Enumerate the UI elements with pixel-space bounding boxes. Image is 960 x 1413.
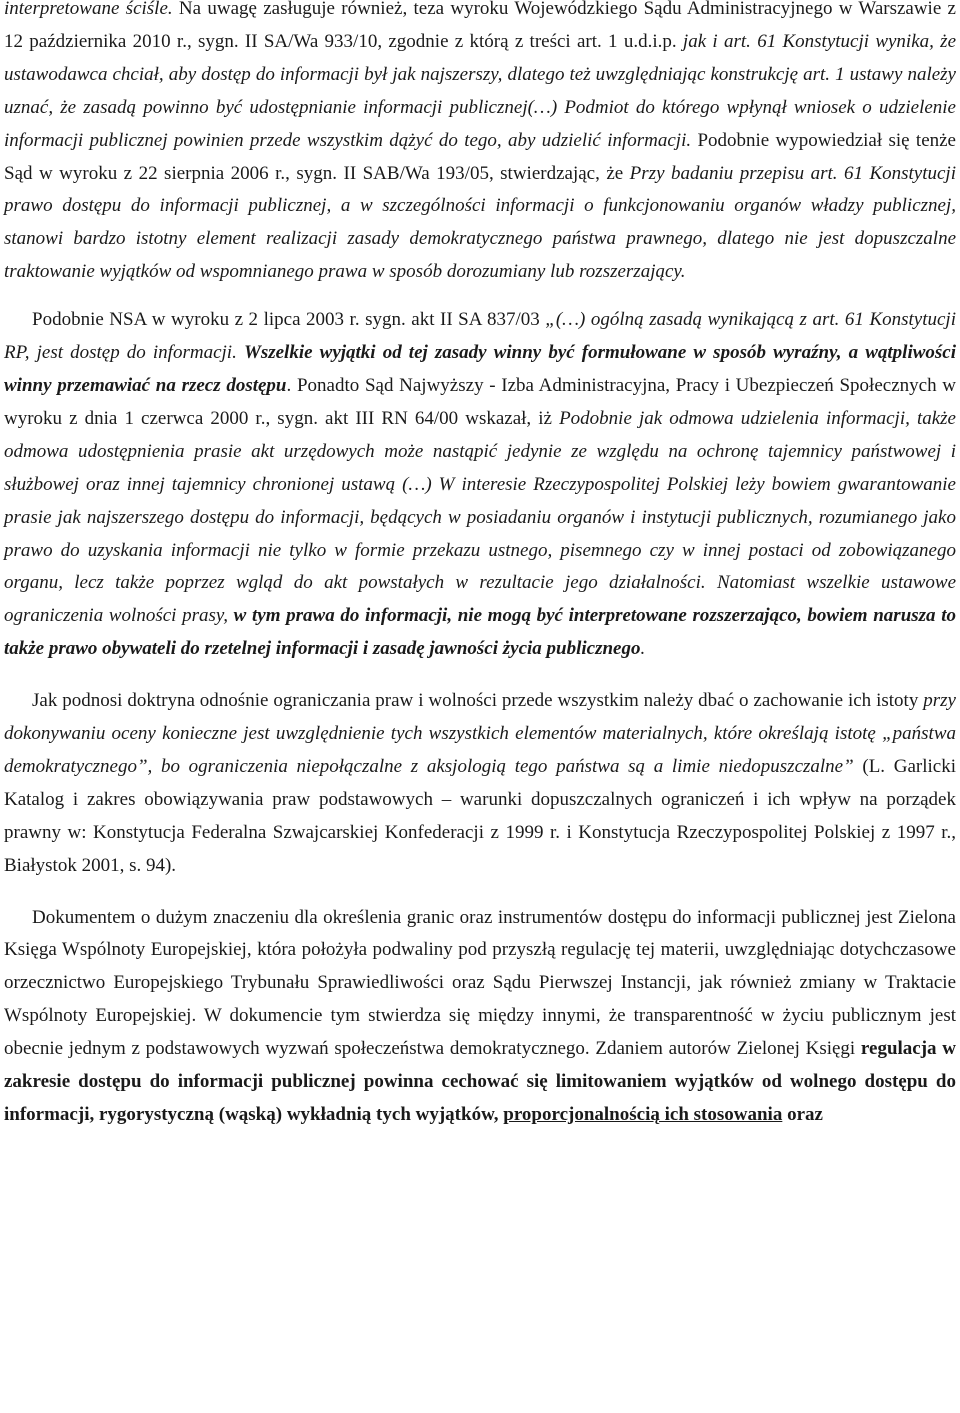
text-run: regulacja w zakresie dostępu do informacji publicznej powinna cechować się limitowaniem wyjątków od wolnego dostępu do informacji, rygorystyczną (wąską) wykładnią tych wyjątków, (4, 1038, 956, 1125)
text-run: Podobnie wypowiedział się tenże Sąd w wyroku z 22 sierpnia 2006 r., sygn. II SAB/Wa 193/05, stwierdzając, że (4, 129, 956, 184)
text-run: Podobnie jak odmowa udzielenia informacji, także odmowa udostępnienia prasie akt urzędowych może nastąpić jedynie ze względu na ochronę tajemnicy państwowej i służbowej oraz innej tajemnicy chronionej ustawą (…) W interesie Rzeczypospolitej Polskiej leży bowiem gwarantowanie prasie jak najszerszego dostępu do informacji, będących w posiadaniu organów i instytucji publicznych, rozumianego jako prawo do uzyskania informacji nie tylko w formie przekazu ustnego, pisemnego czy w innej postaci od zobowiązanego organu, lecz także poprzez wgląd do akt powstałych w rezultacie jego działalności. Natomiast wszelkie ustawowe ograniczenia wolności prasy, (4, 407, 956, 627)
text-run: Przy badaniu przepisu art. 61 Konstytucji prawo dostępu do informacji publicznej, a w szczególności informacji o funkcjonowaniu organów władzy publicznej, stanowi bardzo istotny element realizacji zasady demokratycznego państwa prawnego, dlatego nie jest dopuszczalne traktowanie wyjątków od wspomnianego prawa w sposób dorozumiany lub rozszerzający. (4, 162, 956, 283)
text-run: Ponadto Sąd Najwyższy - Izba Administracyjna, Pracy i Ubezpieczeń Społecznych w wyroku z dnia 1 czerwca 2000 r., sygn. akt III RN 64/00 wskazał, iż (4, 374, 956, 429)
text-run: interpretowane ściśle. (4, 0, 173, 19)
paragraph-1 (4, 0, 956, 289)
text-run: Podobnie NSA w wyroku z 2 lipca 2003 r. sygn. akt II SA 837/03 (32, 309, 546, 331)
text-run: jak i art. 61 Konstytucji wynika, że ustawodawca chciał, aby dostęp do informacji był jak najszerszy, dlatego też uwzględniając konstrukcję art. 1 ustawy należy uznać, że zasadą powinno być udostępnianie informacji publicznej(…) Podmiot do którego wpłynął wniosek o udzielenie informacji publicznej powinien przede wszystkim dążyć do tego, aby udzielić informacji. (4, 30, 956, 151)
text-run: proporcjonalnością ich stosowania (503, 1104, 783, 1125)
text-run: Dokumentem o dużym znaczeniu dla określenia granic oraz instrumentów dostępu do informacji publicznej jest Zielona Księga Wspólnoty Europejskiej, która położyła podwaliny pod przyszłą regulację tej materii, uwzględniając dotychczasowe orzecznictwo Europejskiego Trybunału Sprawiedliwości oraz Sądu Pierwszej Instancji, jak również zmiany w Traktacie Wspólnoty Europejskiej. W dokumencie tym stwierdza się między innymi, że transparentność w życiu publicznym jest obecnie jednym z podstawowych wyzwań społeczeństwa demokratycznego. Zdaniem autorów Zielonej Księgi (4, 906, 956, 1060)
text-run: Jak podnosi doktryna odnośnie ograniczania praw i wolności przede wszystkim należy dbać o zachowanie ich istoty (32, 690, 924, 712)
document-page (4, 0, 956, 1132)
text-run: w tym prawa do informacji, nie mogą być interpretowane rozszerzająco, bowiem narusza to także prawo obywateli do rzetelnej informacji i zasadę jawności życia publicznego (4, 605, 956, 660)
paragraph-4 (4, 902, 956, 1132)
text-run: Na uwagę zasługuje również, teza wyroku Wojewódzkiego Sądu Administracyjnego w Warszawie z 12 października 2010 r., sygn. II SA/Wa 933/10, zgodnie z którą z treści art. 1 u.d.i.p. (4, 0, 956, 52)
text-run: oraz (782, 1104, 823, 1125)
paragraph-2 (4, 304, 956, 666)
paragraph-3 (4, 685, 956, 882)
text-run: . (640, 638, 646, 660)
text-run: Wszelkie wyjątki od tej zasady winny być formułowane w sposób wyraźny, a wątpliwości winny przemawiać na rzecz dostępu (4, 342, 957, 396)
text-run: . (286, 374, 297, 396)
text-run: (L. Garlicki Katalog i zakres obowiązywania praw podstawowych – warunki dopuszczalnych ograniczeń i ich wpływ na porządek prawny w: Konstytucja Federalna Szwajcarskiej Konfederacji z 1999 r. i Konstytucja Rzeczypospolitej Polskiej z 1997 r., Białystok 2001, s. 94). (4, 755, 956, 876)
text-run: „(…) ogólną zasadą wynikającą z art. 61 Konstytucji RP, jest dostęp do informacji. (4, 309, 956, 364)
text-run: przy dokonywaniu oceny konieczne jest uwzględnienie tych wszystkich elementów materialnych, które określają istotę „państwa demokratycznego”, bo ograniczenia niepołączalne z aksjologią tego państwa są a limie niedopuszczalne” (4, 690, 956, 777)
